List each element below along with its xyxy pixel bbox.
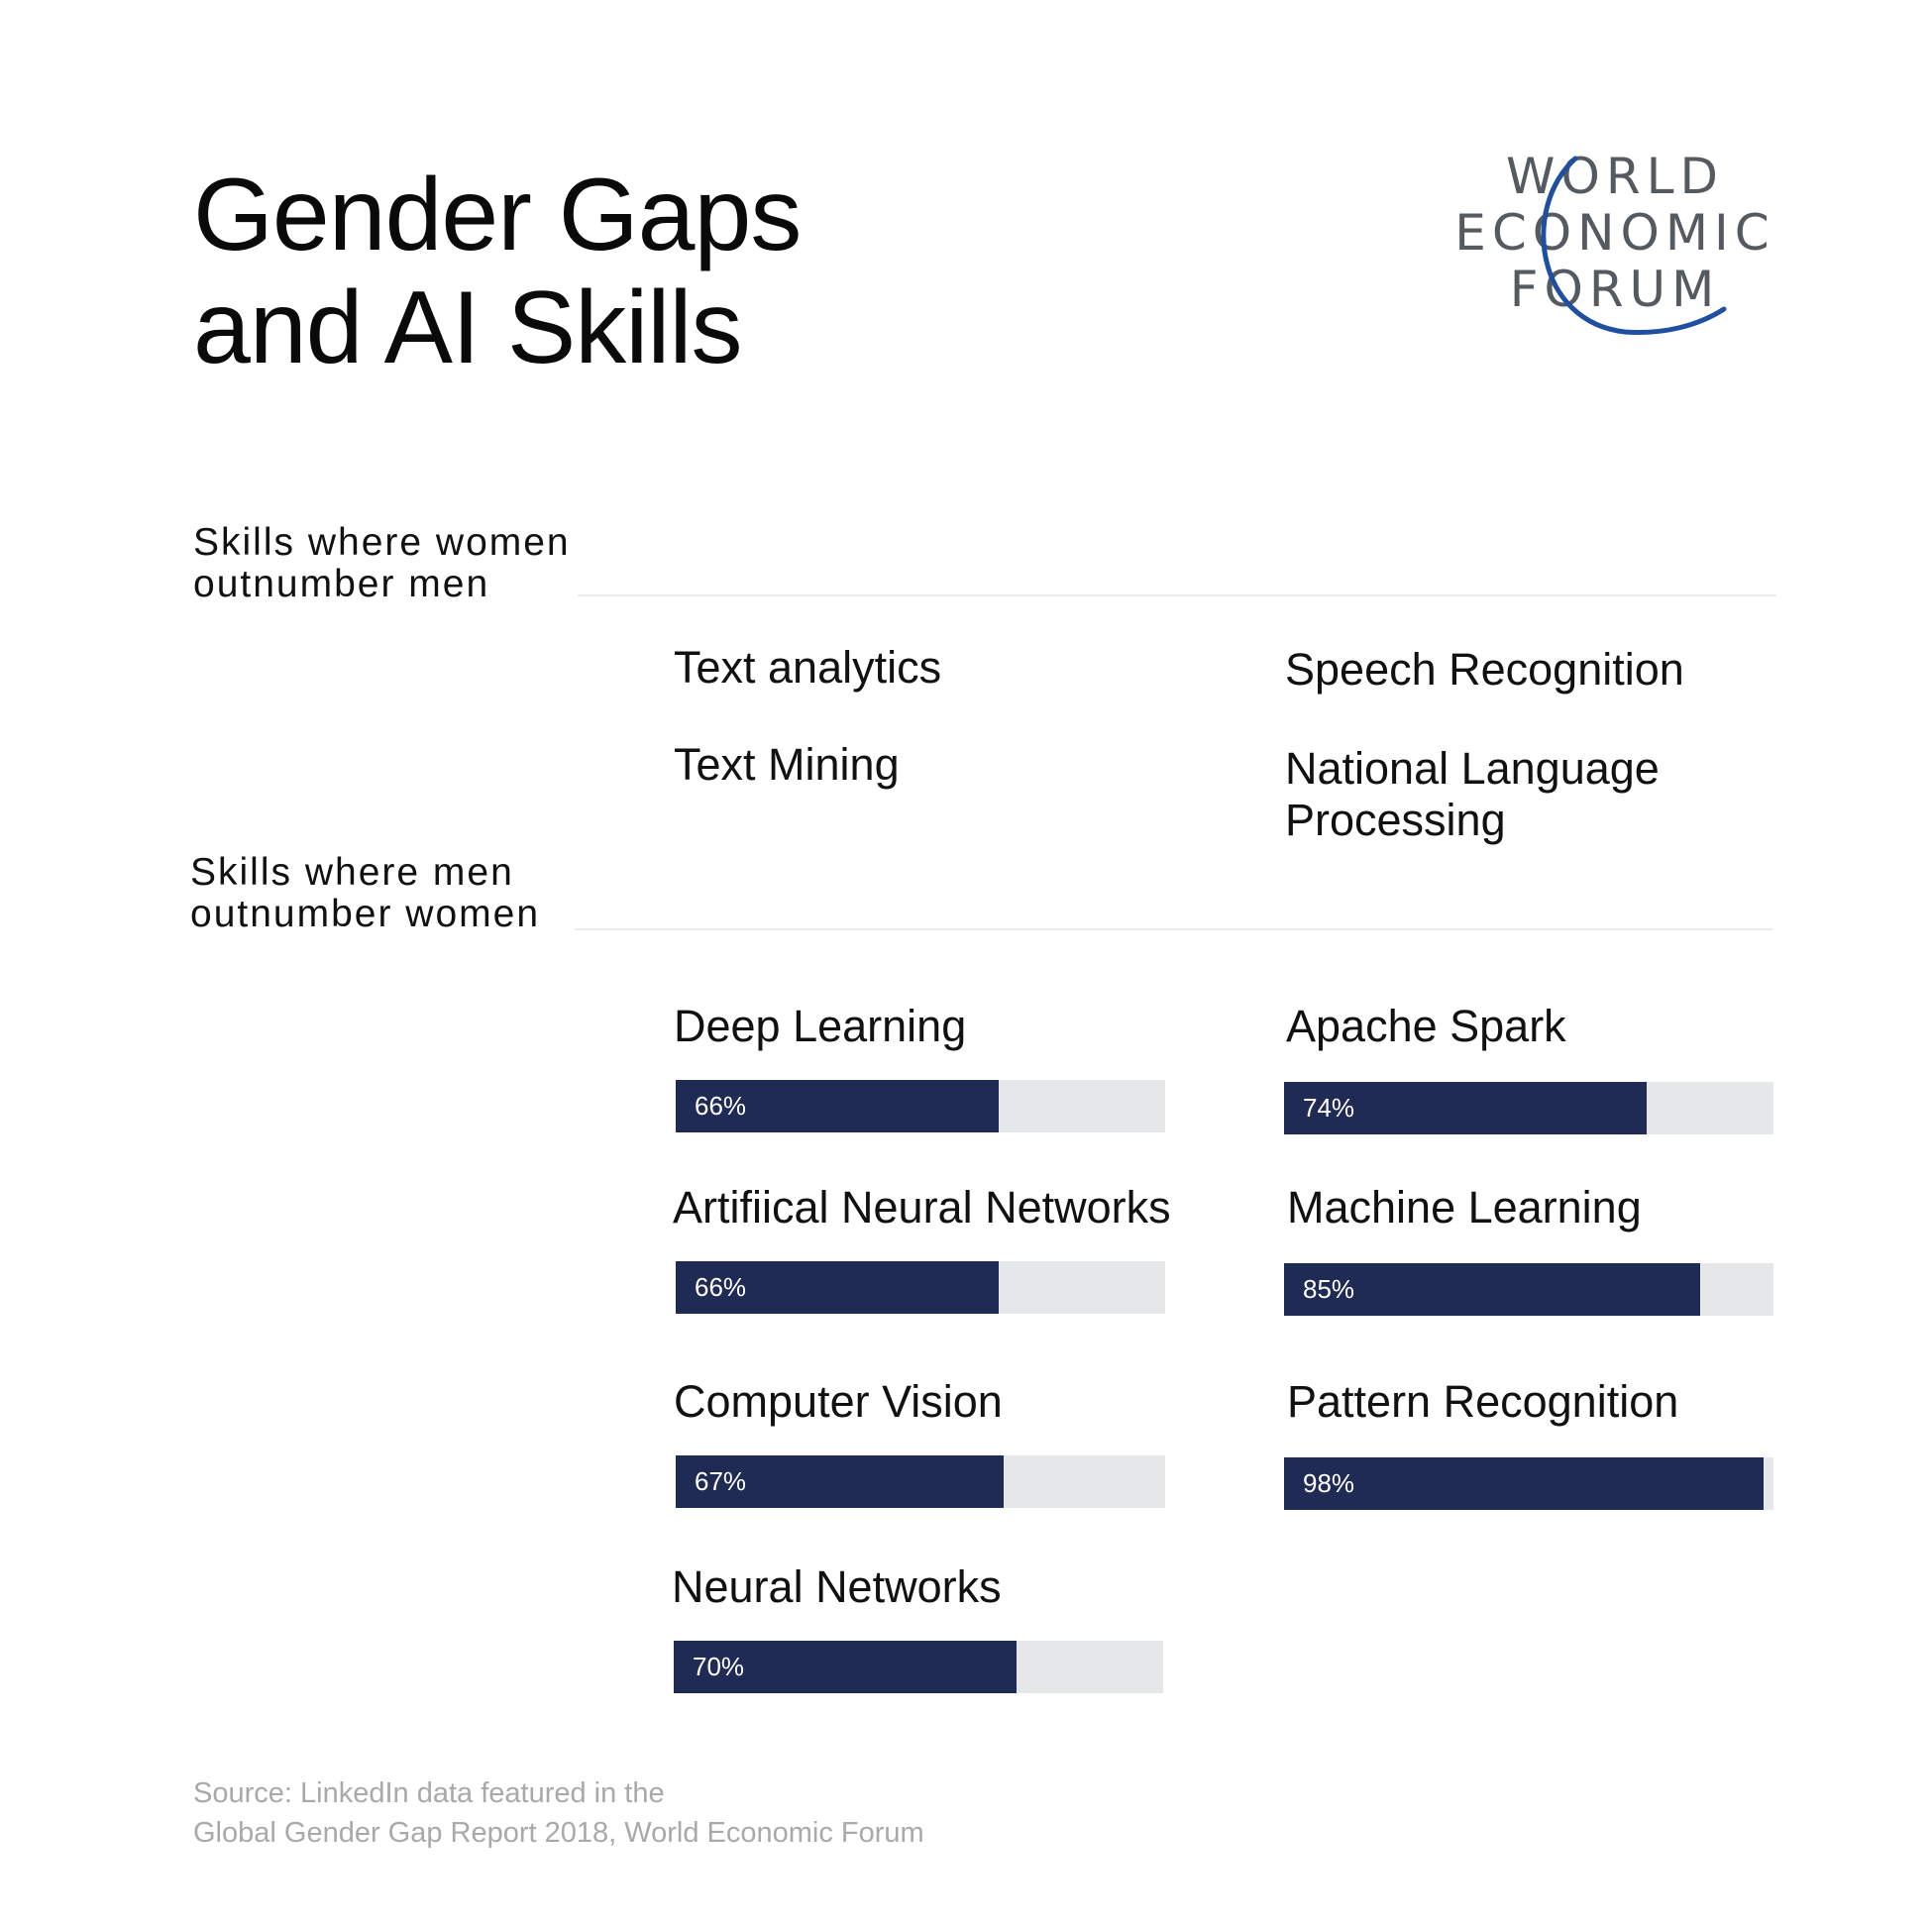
world-economic-forum-logo [1427,139,1803,357]
category-label-artifiical-neural-networks: Artifiical Neural Networks [673,1182,1171,1233]
women-skill-national-language-processing: National Language Processing [1285,743,1660,845]
category-label-computer-vision: Computer Vision [674,1376,1003,1427]
category-label-deep-learning: Deep Learning [674,1001,967,1051]
bar-value-neural-networks: 70% [693,1652,745,1681]
logo-line-1: WORLD [1506,148,1724,205]
source-note: Source: LinkedIn data featured in the Global Gender Gap Report 2018, World Economic Forum [193,1777,924,1849]
category-label-neural-networks: Neural Networks [672,1561,1002,1612]
logo-line-3: FORUM [1509,261,1721,318]
logo-line-2: ECONOMIC [1454,204,1775,262]
divider-women [578,594,1776,596]
women-skill-text-mining: Text Mining [674,739,900,790]
title-line-2: and AI Skills [193,270,742,385]
category-label-machine-learning: Machine Learning [1287,1182,1642,1233]
bar-value-computer-vision: 67% [695,1466,747,1496]
divider-men [575,928,1773,930]
bar-track-pattern-recognition [1284,1457,1773,1510]
bar-track-neural-networks [674,1641,1163,1693]
bar-track-deep-learning [676,1080,1165,1132]
bar-value-deep-learning: 66% [695,1091,747,1121]
bar-track-artifiical-neural-networks [676,1261,1165,1314]
women-skill-speech-recognition: Speech Recognition [1285,644,1684,695]
bar-track-apache-spark [1284,1082,1773,1134]
section-label-women: Skills where women outnumber men [193,521,571,605]
women-skill-text-analytics: Text analytics [674,642,942,693]
bar-track-machine-learning [1284,1263,1773,1316]
bar-value-machine-learning: 85% [1303,1274,1355,1304]
section-label-men: Skills where men outnumber women [190,851,541,935]
bar-track-computer-vision [676,1455,1165,1508]
page-title [193,159,801,384]
bar-value-pattern-recognition: 98% [1303,1468,1355,1498]
title-line-1: Gender Gaps [193,158,802,272]
category-label-apache-spark: Apache Spark [1286,1001,1566,1051]
category-label-pattern-recognition: Pattern Recognition [1287,1376,1679,1427]
bar-fill-pattern-recognition [1284,1457,1764,1510]
bar-value-artifiical-neural-networks: 66% [695,1272,747,1302]
bar-value-apache-spark: 74% [1303,1093,1355,1123]
